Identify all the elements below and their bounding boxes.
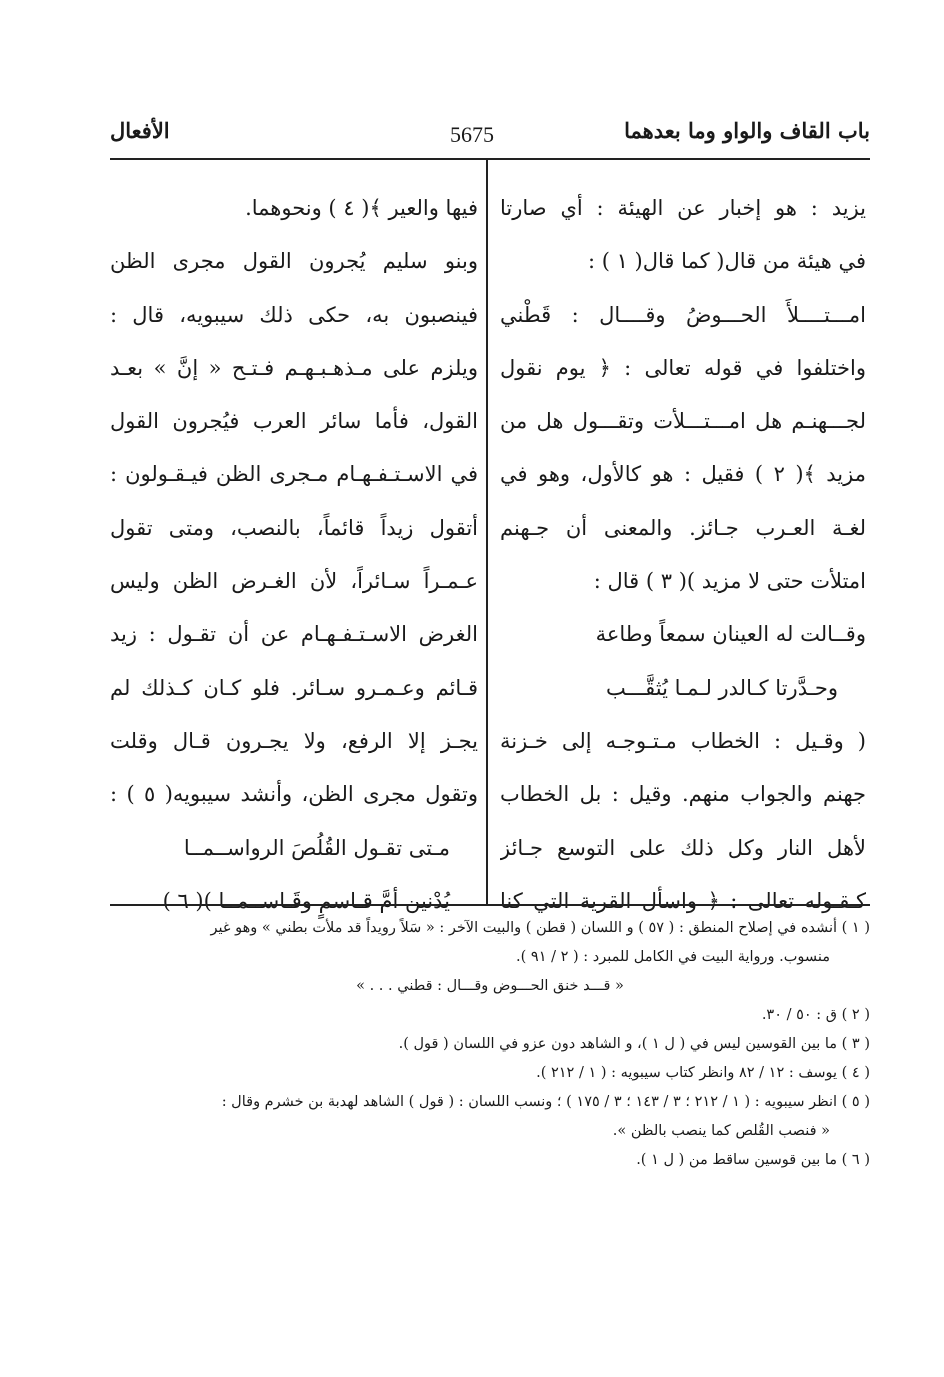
text-line: جهنم والجواب منهم. وقيل : بل الخطاب: [500, 782, 866, 807]
text-line: في الاسـتـفـهـام مـجرى الظن فيـقـولون :: [110, 462, 478, 487]
verse-line: وحـدَّرتا كـالدر لـمـا يُثقَّـــب: [606, 675, 838, 700]
footnote-quote: « قـــد خنق الحـــوض وقـــال : قطني . . . »: [356, 978, 624, 994]
footnote: ( ٦ ) ما بين قوسين ساقط من ( ل ١ ).: [636, 1152, 870, 1168]
running-header: [110, 118, 870, 158]
text-line: عـمـراً سـائراً، لأن الغـرض الظن وليس: [110, 569, 478, 594]
verse-line: وقــالت له العينان سمعاً وطاعة: [595, 622, 866, 647]
text-line: قـائم وعـمـرو سـائر. فلو كـان كـذلك لم: [110, 675, 478, 700]
verse-line: مـتى تقـول القُلُصَ الرواســمــا: [183, 835, 450, 860]
footnote-continuation: منسوب. ورواية البيت في الكامل للمبرد : ( ٢ / ٩١ ).: [516, 949, 830, 965]
text-line: لغـة العـرب جـائز. والمعنى أن جـهنم: [500, 515, 866, 540]
footnotes: [110, 914, 870, 1175]
text-line: لأهل النار وكل ذلك على التوسع جـائز: [500, 835, 866, 860]
footnote-continuation: « فنصب القُلص كما ينصب بالظن ».: [612, 1123, 830, 1139]
footnote-rule: [110, 904, 870, 906]
text-line: القول، فأما سائر العرب فيُجرون القول: [110, 409, 478, 434]
text-line: وتقول مجرى الظن، وأنشد سيبويه( ٥ ) :: [110, 782, 478, 807]
footnote: ( ٢ ) ق : ٥٠ / ٣٠.: [761, 1007, 870, 1023]
text-line: مزيد ﴾( ٢ ) فقيل : هو كالأول، وهو في: [500, 462, 866, 487]
verse-line: يُدْنين أمَّ قـاسمٍ وقَـاســمــا )( ٦ ): [162, 888, 450, 913]
right-column: [500, 182, 866, 928]
text-line: واختلفوا في قوله تعالى : ﴿ يوم نقول: [500, 355, 866, 380]
page-number: 5675: [450, 122, 494, 147]
text-line: لجـــهنـم هل امـــتـــلأت وتقـــول هل من: [500, 409, 866, 434]
text-line: الغرض الاسـتـفـهـام عن أن تقـول : زيد: [110, 622, 478, 647]
chapter-title: باب القاف والواو وما بعدهما: [624, 118, 870, 143]
footnote: ( ٣ ) ما بين القوسين ليس في ( ل ١ )، و الشاهد دون عزو في اللسان ( قول ).: [398, 1036, 870, 1052]
footnote: ( ١ ) أنشده في إصلاح المنطق : ( ٥٧ ) و اللسان ( قطن ) والبيت الآخر : « سَلاً رويداً قد ملأت بطني » وهو غير: [210, 920, 870, 936]
text-line: وبنو سليم يُجرون القول مجرى الظن: [110, 249, 478, 274]
left-column: [110, 182, 478, 928]
text-line: في هيئة من قال( كما قال( ١ ) :: [587, 249, 866, 274]
text-line: فينصبون به، حكى ذلك سيبويه، قال :: [110, 302, 478, 327]
text-line: يجـز إلا الرفع، ولا يجـرون قـال وقلت: [110, 728, 478, 753]
text-line: أتقول زيداً قائماً، بالنصب، ومتى تقول: [110, 515, 478, 540]
column-divider: [486, 160, 488, 904]
verse-line: امـــتــــلأَ الحـــوضُ وقــــال : قَطْني: [500, 302, 866, 327]
text-line: فيها والعير ﴾( ٤ ) ونحوهما.: [245, 196, 478, 220]
text-line: ويلزم على مـذهـبـهـم فـتـح « إنَّ » بعـد: [110, 355, 478, 380]
text-line: يزيد : هو إخبار عن الهيئة : أي صارتا: [500, 196, 866, 220]
text-line: ( وقـيل : الخطاب مـتـوجـه إلى خـزنة: [500, 728, 866, 753]
text-line: كـقـوله تعالى : ﴿ واسأل القرية التي كنا: [500, 888, 866, 913]
footnote: ( ٤ ) يوسف : ١٢ / ٨٢ وانظر كتاب سيبويه : ( ١ / ٢١٢ ).: [536, 1065, 870, 1081]
text-line: امتلأت حتى لا مزيد )( ٣ ) قال :: [593, 569, 866, 594]
header-rule: [110, 158, 870, 160]
section-title: الأفعال: [110, 118, 170, 143]
footnote: ( ٥ ) انظر سيبويه : ( ١ / ٢١٢ ؛ ٣ / ١٤٣ ؛ ٣ / ١٧٥ ) ؛ ونسب اللسان : ( قول ) الشاهد لهدبة بن خشرم وقال :: [221, 1094, 870, 1110]
